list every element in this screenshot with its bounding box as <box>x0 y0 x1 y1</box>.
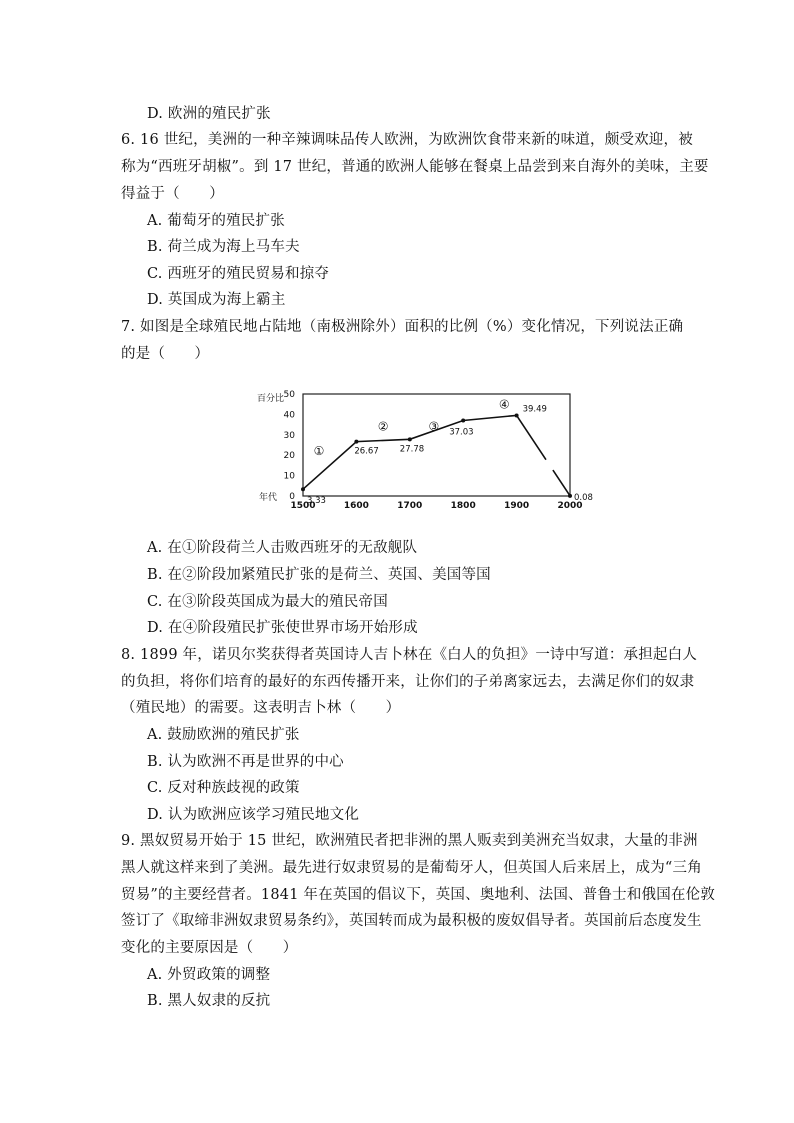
chart-svg <box>255 388 593 514</box>
q7-option-b: B. 在②阶段加紧殖民扩张的是荷兰、英国、美国等国 <box>147 567 491 583</box>
q8-option-c: C. 反对种族歧视的政策 <box>147 780 300 796</box>
data-point <box>301 487 305 491</box>
q9-stem-line-3: 贸易”的主要经营者。1841 年在英国的倡议下，英国、奥地利、法国、普鲁士和俄国在伦敦 <box>121 887 716 903</box>
data-point <box>568 494 572 498</box>
y-tick-label: 40 <box>283 410 295 421</box>
data-point <box>354 440 358 444</box>
q8-option-d: D. 认为欧洲应该学习殖民地文化 <box>147 807 360 823</box>
q5-option-d: D. 欧洲的殖民扩张 <box>147 106 271 122</box>
q6-stem-line-2: 称为“西班牙胡椒”。到 17 世纪，普通的欧洲人能够在餐桌上品尝到来自海外的美味，主要 <box>121 159 709 175</box>
q7-option-a: A. 在①阶段荷兰人击败西班牙的无敌舰队 <box>147 540 418 556</box>
q9-option-b: B. 黑人奴隶的反抗 <box>147 993 271 1009</box>
q9-option-a: A. 外贸政策的调整 <box>147 967 271 983</box>
series-decline-segment <box>517 415 546 459</box>
q8-stem-line-1: 8. 1899 年，诺贝尔奖获得者英国诗人吉卜林在《白人的负担》一诗中写道：承担起白人 <box>121 647 698 663</box>
q6-option-a: A. 葡萄牙的殖民扩张 <box>147 213 285 229</box>
data-label: 27.78 <box>399 444 425 455</box>
data-label: 0.08 <box>574 492 593 503</box>
x-tick-label: 1500 <box>290 501 316 511</box>
q6-stem-line-1: 6. 16 世纪，美洲的一种辛辣调味品传人欧洲，为欧洲饮食带来新的味道，颇受欢迎，被 <box>121 132 693 148</box>
stage-marker-3: ③ <box>428 419 440 434</box>
q6-stem-line-3: 得益于（ ） <box>121 186 224 202</box>
x-tick-label: 1800 <box>450 501 476 511</box>
x-axis-label: 年代 <box>259 493 278 503</box>
x-tick-label: 1900 <box>504 501 530 511</box>
q9-stem-line-2: 黑人就这样来到了美洲。最先进行奴隶贸易的是葡萄牙人，但英国人后来居上，成为“三角 <box>121 860 702 876</box>
q8-stem-line-2: 的负担，将你们培育的最好的东西传播开来，让你们的子弟离家远去，去满足你们的奴隶 <box>121 674 695 690</box>
y-axis-label: 百分比 <box>257 394 285 405</box>
q7-option-c: C. 在③阶段英国成为最大的殖民帝国 <box>147 594 388 610</box>
series-decline-segment <box>553 470 570 496</box>
q6-option-c: C. 西班牙的殖民贸易和掠夺 <box>147 266 330 282</box>
y-tick-label: 0 <box>289 492 295 502</box>
stage-marker-1: ① <box>313 444 325 459</box>
data-label: 3.33 <box>307 496 326 507</box>
x-tick-label: 1700 <box>397 501 423 511</box>
y-tick-label: 10 <box>283 471 295 482</box>
q7-option-d: D. 在④阶段殖民扩张使世界市场开始形成 <box>147 620 418 636</box>
data-point <box>461 418 465 422</box>
x-tick-label: 1600 <box>343 501 369 511</box>
q9-stem-line-1: 9. 黑奴贸易开始于 15 世纪，欧洲殖民者把非洲的黑人贩卖到美洲充当奴隶，大量的非洲 <box>121 833 698 849</box>
x-tick-label: 2000 <box>557 501 583 511</box>
q8-stem-line-3: （殖民地）的需要。这表明吉卜林（ ） <box>121 700 401 716</box>
y-tick-label: 20 <box>283 451 295 462</box>
data-point <box>515 413 519 417</box>
q7-stem-line-1: 7. 如图是全球殖民地占陆地（南极洲除外）面积的比例（%）变化情况，下列说法正确 <box>121 319 684 335</box>
y-tick-label: 30 <box>283 430 295 441</box>
q8-option-b: B. 认为欧洲不再是世界的中心 <box>147 754 344 770</box>
q6-option-d: D. 英国成为海上霸主 <box>147 292 286 308</box>
data-label: 26.67 <box>354 446 379 457</box>
data-label: 39.49 <box>522 404 547 415</box>
q9-stem-line-4: 签订了《取缔非洲奴隶贸易条约》，英国转而成为最积极的废奴倡导者。英国前后态度发生 <box>121 913 702 929</box>
q6-option-b: B. 荷兰成为海上马车夫 <box>147 239 300 255</box>
data-point <box>408 437 412 441</box>
stage-marker-4: ④ <box>498 397 510 412</box>
q8-option-a: A. 鼓励欧洲的殖民扩张 <box>147 727 300 743</box>
q9-stem-line-5: 变化的主要原因是（ ） <box>121 940 298 956</box>
q7-stem-line-2: 的是（ ） <box>121 346 210 362</box>
colony-area-chart <box>255 388 593 514</box>
y-tick-label: 50 <box>283 390 295 400</box>
stage-marker-2: ② <box>377 419 389 434</box>
data-label: 37.03 <box>449 427 474 438</box>
